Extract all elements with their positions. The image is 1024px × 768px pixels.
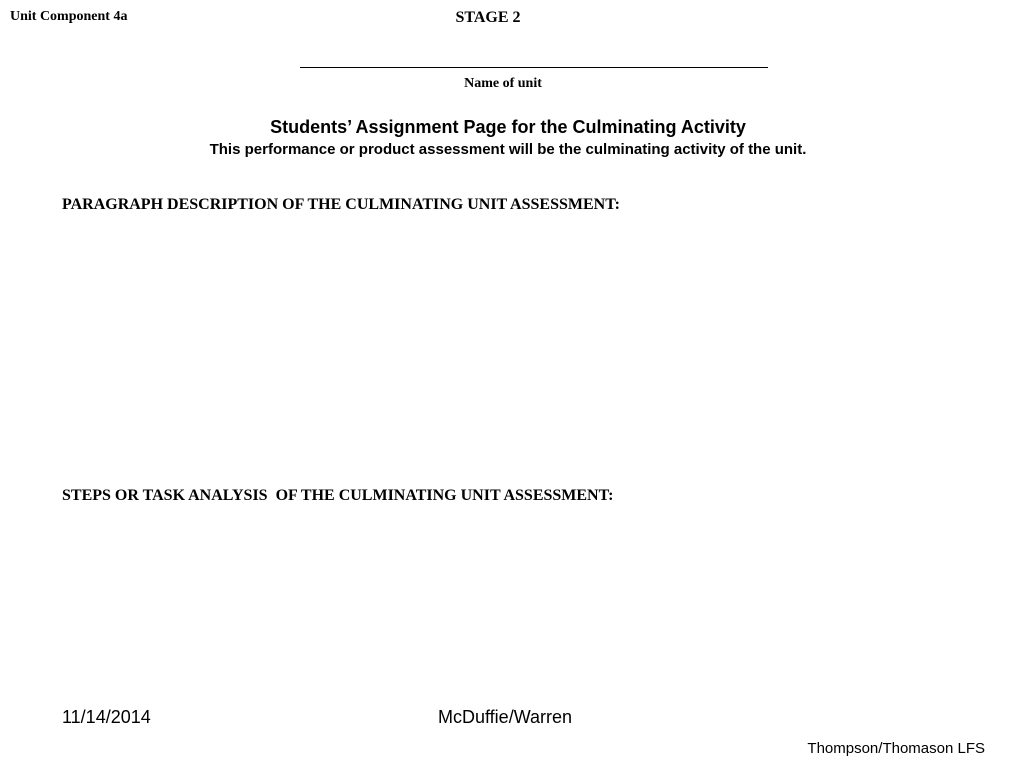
steps-task-analysis-area[interactable] xyxy=(62,512,962,692)
paragraph-description-area[interactable] xyxy=(62,222,962,472)
unit-name-label: Name of unit xyxy=(464,76,542,91)
unit-name-line xyxy=(300,67,768,68)
assignment-title: Students’ Assignment Page for the Culminating Activity xyxy=(270,117,746,137)
assignment-subtitle: This performance or product assessment will be the culminating activity of the unit. xyxy=(209,141,807,158)
footer-authors: McDuffie/Warren xyxy=(438,707,573,727)
stage-title: STAGE 2 xyxy=(455,9,521,26)
unit-component-label: Unit Component 4a xyxy=(10,9,128,24)
footer-credit: Thompson/Thomason LFS xyxy=(807,740,985,757)
paragraph-description-heading: PARAGRAPH DESCRIPTION OF THE CULMINATING UNIT ASSESSMENT: xyxy=(62,196,621,213)
footer-date: 11/14/2014 xyxy=(62,707,151,727)
steps-task-analysis-heading: STEPS OR TASK ANALYSIS OF THE CULMINATING UNIT ASSESSMENT: xyxy=(62,487,614,504)
